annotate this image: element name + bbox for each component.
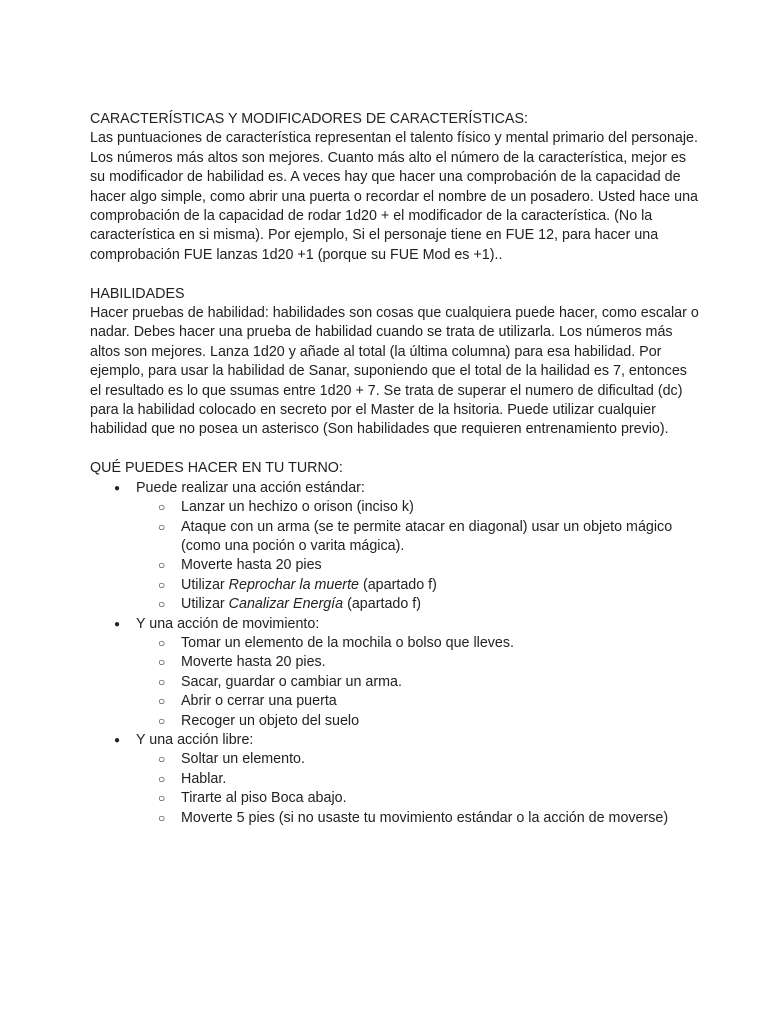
sub-list-item [136,498,700,517]
sub-list-item-emphasis: Reprochar la muerte [228,576,359,593]
sub-list-item [136,576,700,595]
bullet-icon: ● [114,482,121,494]
circle-bullet-icon: ○ [158,791,166,806]
circle-bullet-icon: ○ [158,674,166,689]
sub-list-item-prefix: Utilizar [181,596,229,613]
section-turno [90,459,700,828]
section-heading: CARACTERÍSTICAS Y MODIFICADORES DE CARACTERÍSTICAS: [90,111,528,127]
sub-list-item-suffix: (apartado f) [359,576,437,593]
circle-bullet-icon: ○ [158,635,166,650]
sub-list-item-suffix: (apartado f) [343,596,422,613]
section-body: Hacer pruebas de habilidad: habilidades son cosas que cualquiera puede hacer, como escalar o nadar. Debes hacer una prueba de habilidad cuando se trata de utilizarla. Los números más altos son mejores. Lanza 1d20 y añade al total (la última columna) para esa habilidad. Por ejemplo, para usar la habilidad de Sanar, suponiendo que el total de la hailidad es 7, entonces el resultado es lo que ssumas entre 1d20 + 7. Se trata de superar el numero de dificultad (dc) para la habilidad colocado en secreto por el Master de la hsitoria. Puede utilizar cualquier habilidad que no posea un asterisco (Son habilidades que requieren entrenamiento previo). [90,305,699,438]
sub-list-item [136,692,700,711]
sub-list-item-emphasis: Canalizar Energía [228,596,344,613]
bullet-icon: ● [114,734,121,746]
sub-list-item-text: Recoger un objeto del suelo [181,712,360,729]
sub-list-item-text: Lanzar un hechizo o orison (inciso k) [181,499,414,516]
list-item [90,615,700,731]
list-item-label: Y una acción libre: [136,731,254,748]
circle-bullet-icon: ○ [158,558,166,573]
sub-list-item-text: Moverte 5 pies (si no usaste tu movimiento estándar o la acción de moverse) [181,809,669,826]
sub-list-item-text: Abrir o cerrar una puerta [181,693,337,710]
sub-list-item [136,518,700,557]
sub-list-item [136,712,700,731]
section-caracteristicas [90,110,700,265]
sub-list-item [136,789,700,808]
sub-list-item [136,750,700,769]
circle-bullet-icon: ○ [158,655,166,670]
list-item-label: Puede realizar una acción estándar: [136,479,365,496]
list-item-label: Y una acción de movimiento: [136,615,320,632]
circle-bullet-icon: ○ [158,519,166,534]
section-heading: HABILIDADES [90,285,185,302]
sub-list-item-text: Ataque con un arma (se te permite atacar en diagonal) usar un objeto mágico (como una poción o varita mágica). [181,518,673,554]
sub-list-item-text: Moverte hasta 20 pies. [181,654,326,671]
sub-list-item-text: Tomar un elemento de la mochila o bolso que lleves. [181,634,514,651]
sub-list-item [136,595,700,614]
circle-bullet-icon: ○ [158,500,166,515]
circle-bullet-icon: ○ [158,713,166,728]
sub-list [136,498,700,614]
turn-actions-list [90,479,700,828]
sub-list-item [136,770,700,789]
sub-list-item-text: Tirarte al piso Boca abajo. [181,790,347,807]
sub-list-item-text: Sacar, guardar o cambiar un arma. [181,673,402,690]
sub-list-item [136,556,700,575]
sub-list-item [136,653,700,672]
section-body: Las puntuaciones de característica representan el talento físico y mental primario del personaje. Los números más altos son mejores. Cuanto más alto el número de la característica, mejor es su modificador de habilidad es. A veces hay que hacer una comprobación de la capacidad de hacer algo simple, como abrir una puerta o recordar el nombre de un posadero. Usted hace una comprobación de la capacidad de rodar 1d20 + el modificador de la característica. (No la característica en si misma). Por ejemplo, Si el personaje tiene en FUE 12, para hacer una comprobación FUE lanzas 1d20 +1 (porque su FUE Mod es +1).. [90,130,698,263]
circle-bullet-icon: ○ [158,577,166,592]
sub-list-item-text: Soltar un elemento. [181,751,305,768]
sub-list [136,750,700,828]
bullet-icon: ● [114,618,121,630]
section-habilidades [90,285,700,440]
circle-bullet-icon: ○ [158,810,166,825]
circle-bullet-icon: ○ [158,597,166,612]
circle-bullet-icon: ○ [158,771,166,786]
list-item [90,731,700,828]
sub-list-item [136,673,700,692]
sub-list-item [136,634,700,653]
sub-list-item-text: Moverte hasta 20 pies [181,557,322,574]
sub-list [136,634,700,731]
sub-list-item-text: Hablar. [181,770,227,787]
circle-bullet-icon: ○ [158,752,166,767]
section-heading: QUÉ PUEDES HACER EN TU TURNO: [90,460,343,477]
list-item [90,479,700,615]
document-page [90,110,700,847]
sub-list-item [136,809,700,828]
sub-list-item-prefix: Utilizar [181,576,229,593]
circle-bullet-icon: ○ [158,694,166,709]
